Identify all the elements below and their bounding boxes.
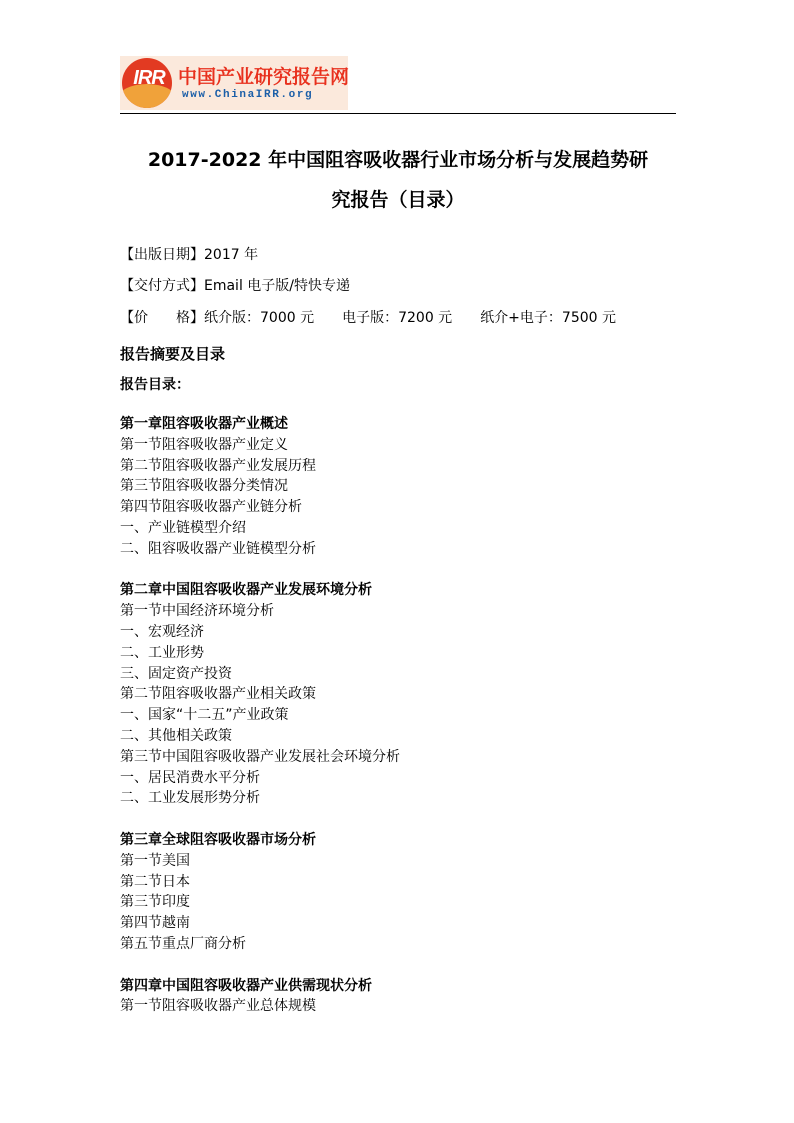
toc-item: 第一节中国经济环境分析 — [120, 603, 274, 620]
toc-item: 一、居民消费水平分析 — [120, 769, 260, 786]
toc-item: 一、宏观经济 — [120, 623, 204, 640]
toc-item: 二、其他相关政策 — [120, 727, 232, 744]
toc-item: 二、阻容吸收器产业链模型分析 — [120, 540, 316, 557]
toc-item: 第三节印度 — [120, 894, 190, 911]
toc-item: 第三节中国阻容吸收器产业发展社会环境分析 — [120, 748, 400, 765]
toc-item: 第一节阻容吸收器产业总体规模 — [120, 998, 316, 1015]
company-logo — [120, 56, 348, 110]
price-paper: 【价 格】纸介版：7000 元 — [120, 310, 315, 326]
report-title-line-1: 2017-2022 年中国阻容吸收器行业市场分析与发展趋势研 — [147, 149, 649, 171]
toc-chapter-title: 第一章阻容吸收器产业概述 — [120, 416, 288, 432]
toc-item: 第五节重点厂商分析 — [120, 935, 246, 952]
price-row — [120, 307, 616, 327]
header-divider — [120, 113, 676, 114]
toc-item: 第一节阻容吸收器产业定义 — [120, 436, 288, 453]
toc-item: 第三节阻容吸收器分类情况 — [120, 478, 288, 495]
logo-site-name: 中国产业研究报告网 — [178, 66, 350, 88]
chapter-spacer — [120, 809, 680, 830]
logo-emblem — [122, 58, 172, 108]
table-of-contents — [120, 414, 680, 1017]
report-title-line-2: 究报告（目录） — [331, 189, 465, 211]
price-combo: 纸介+电子：7500 元 — [480, 310, 616, 326]
summary-heading: 报告摘要及目录 — [120, 345, 226, 363]
toc-chapter-title: 第四章中国阻容吸收器产业供需现状分析 — [120, 977, 372, 994]
toc-item: 一、产业链模型介绍 — [120, 519, 246, 536]
toc-item: 三、固定资产投资 — [120, 665, 232, 682]
chapter-spacer — [120, 955, 680, 976]
price-electronic: 电子版：7200 元 — [342, 310, 453, 326]
toc-item: 第二节日本 — [120, 873, 190, 890]
toc-item: 二、工业发展形势分析 — [120, 790, 260, 807]
toc-item: 第四节越南 — [120, 915, 190, 932]
toc-item: 第四节阻容吸收器产业链分析 — [120, 499, 302, 516]
delivery-method: 【交付方式】Email 电子版/特快专递 — [120, 278, 351, 294]
publish-date: 【出版日期】2017 年 — [120, 247, 259, 263]
toc-chapter-title: 第三章全球阻容吸收器市场分析 — [120, 831, 316, 848]
toc-heading: 报告目录： — [120, 377, 190, 393]
toc-item: 第二节阻容吸收器产业发展历程 — [120, 457, 316, 474]
toc-item: 二、工业形势 — [120, 644, 204, 661]
toc-item: 第一节美国 — [120, 852, 190, 869]
toc-item: 一、国家“十二五”产业政策 — [120, 707, 289, 724]
toc-item: 第二节阻容吸收器产业相关政策 — [120, 686, 316, 703]
logo-url: www.ChinaIRR.org — [182, 89, 314, 101]
logo-abbr: IRR — [133, 67, 165, 89]
toc-chapter-title: 第二章中国阻容吸收器产业发展环境分析 — [120, 582, 372, 599]
chapter-spacer — [120, 560, 680, 581]
